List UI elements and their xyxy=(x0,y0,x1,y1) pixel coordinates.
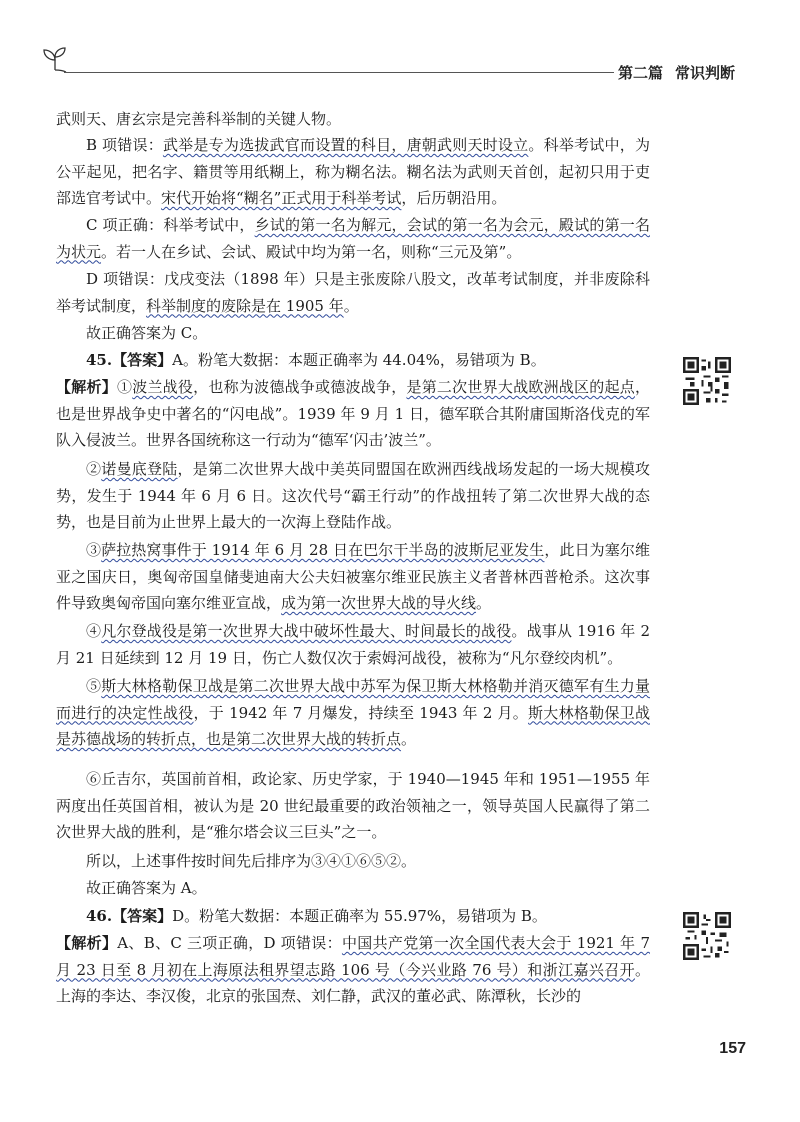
key-point: 科举制度的废除是在 1905 年 xyxy=(146,296,344,315)
text: 。 xyxy=(476,594,492,612)
key-point: 乡试的第一名为解元，会试的第一名为会元，殿试的第一名为状元 xyxy=(56,216,650,261)
text: 故正确答案为 A。 xyxy=(86,879,207,897)
text: ⑥ xyxy=(86,770,102,788)
text: D。粉笔大数据：本题正确率为 55.97%，易错项为 B。 xyxy=(172,907,547,925)
running-header xyxy=(614,62,788,82)
paragraph-analysis-1 xyxy=(56,374,650,454)
key-point: 凡尔登战役是第一次世界大战中破坏性最大、时间最长的战役 xyxy=(101,622,512,640)
text: ，也称为波德战争或德波战争， xyxy=(193,378,407,396)
text: 。上海的李达、李汉俊，北京的张国焘、刘仁静，武汉的董必武、陈潭秋，长沙的 xyxy=(56,960,650,1005)
paragraph-analysis-6 xyxy=(56,766,650,846)
analysis-label: 【解析】 xyxy=(56,378,117,396)
key-point: 萨拉热窝事件于 1914 年 6 月 28 日在巴尔干半岛的波斯尼亚发生 xyxy=(101,541,545,559)
key-point: 武举是专为选拔武官而设置的科目，唐朝武则天时设立 xyxy=(162,136,529,154)
key-point: 诺曼底登陆 xyxy=(101,460,178,478)
text: 武则天、唐玄宗是完善科举制的关键人物。 xyxy=(56,110,342,128)
text: 所以，上述事件按时间先后排序为③④①⑥⑤②。 xyxy=(86,852,417,870)
text: A。粉笔大数据：本题正确率为 44.04%，易错项为 B。 xyxy=(172,351,546,369)
text: 。 xyxy=(343,296,359,315)
text: 。科举考试中，为公平起见，把名字、籍贯等用纸糊上，称为糊名法。糊名法为武则天首创，起初只用于吏部选官考试中。 xyxy=(56,136,650,207)
paragraph-option-b xyxy=(56,132,650,212)
qr-code-icon[interactable] xyxy=(683,357,731,405)
text: ② xyxy=(86,460,102,478)
key-point: 斯大林格勒保卫战是苏德战场的转折点，也是第二次世界大战的转折点 xyxy=(56,703,650,748)
paragraph-analysis-2 xyxy=(56,456,650,536)
analysis-label: 【解析】 xyxy=(56,934,118,952)
paragraph-analysis-46 xyxy=(56,930,650,1010)
text: ，是第二次世界大战中美英同盟国在欧洲西线战场发起的一场大规模攻势，发生于 1944 年 6 月 6 日。这次代号“霸王行动”的作战扭转了第二次世界大战的态势，也是目前为止世界上最大的一次海上登陆作战。 xyxy=(56,460,650,531)
header-part: 第二篇 xyxy=(618,64,664,82)
text: 丘吉尔，英国前首相，政论家、历史学家，于 1940—1945 年和 1951—1955 年两度出任英国首相，被认为是 20 世纪最重要的政治领袖之一，领导英国人民赢得了第二次世界大战的胜利，是“雅尔塔会议三巨头”之一。 xyxy=(56,770,650,841)
text: B 项错误： xyxy=(86,136,163,154)
paragraph-analysis-5 xyxy=(56,673,650,753)
text: D 项错误：戊戌变法（1898 年）只是主张废除八股文，改革考试制度，并非废除科举考试制度， xyxy=(56,270,650,315)
key-point: 是第二次世界大战欧洲战区的起点 xyxy=(406,378,635,396)
text: ，此日为塞尔维亚之国庆日，奥匈帝国皇储斐迪南大公夫妇被塞尔维亚民族主义者普林西普枪杀。这次事件导致奥匈帝国向塞尔维亚宣战， xyxy=(56,541,650,612)
text: ，于 1942 年 7 月爆发，持续至 1943 年 2 月。 xyxy=(193,703,529,722)
text: ，后历朝沿用。 xyxy=(401,189,507,207)
text: C 项正确：科举考试中， xyxy=(86,216,255,234)
text: ① xyxy=(116,378,133,396)
key-point: 宋代开始将“糊名”正式用于科举考试 xyxy=(161,189,402,207)
question-45-answer xyxy=(56,347,650,374)
text: ④ xyxy=(86,622,102,640)
text: 。战事从 1916 年 2 月 21 日延续到 12 月 19 日，伤亡人数仅次于索姆河战役，被称为“凡尔登绞肉机”。 xyxy=(56,622,650,667)
paragraph-analysis-4 xyxy=(56,618,650,671)
text: 。若一人在乡试、会试、殿试中均为第一名，则称“三元及第”。 xyxy=(101,242,522,261)
answer-label: 45.【答案】 xyxy=(86,351,173,369)
answer-line-45 xyxy=(56,875,650,902)
page-number: 157 xyxy=(719,1040,746,1057)
paragraph-option-c xyxy=(56,212,650,265)
text: 。 xyxy=(401,730,417,748)
paragraph-analysis-3 xyxy=(56,537,650,617)
answer-label: 46.【答案】 xyxy=(86,907,173,925)
text: ，也是世界战争史中著名的“闪电战”。1939 年 9 月 1 日，德军联合其附庸国斯洛伐克的军队入侵波兰。世界各国统称这一行动为“德军‘闪击’波兰”。 xyxy=(56,378,650,449)
text: 故正确答案为 C。 xyxy=(86,324,208,342)
header-section: 常识判断 xyxy=(675,64,736,82)
paragraph-order xyxy=(56,848,650,875)
key-point: 成为第一次世界大战的导火线 xyxy=(281,594,477,612)
text: A、B、C 三项正确，D 项错误： xyxy=(117,934,342,952)
paragraph-continuation xyxy=(56,106,650,133)
text: ③ xyxy=(86,541,102,559)
header-rule xyxy=(64,72,664,73)
key-point: 波兰战役 xyxy=(132,378,194,396)
key-point: 斯大林格勒保卫战是第二次世界大战中苏军为保卫斯大林格勒并消灭德军有生力量而进行的决定性战役 xyxy=(56,677,650,722)
key-point: 中国共产党第一次全国代表大会于 1921 年 7 月 23 日至 8 月初在上海原法租界望志路 106 号（今兴业路 76 号）和浙江嘉兴召开 xyxy=(56,934,650,979)
question-46-answer xyxy=(56,903,650,930)
answer-line-44 xyxy=(56,320,650,347)
text: ⑤ xyxy=(86,677,102,695)
qr-code-icon[interactable] xyxy=(683,912,731,960)
leaf-icon xyxy=(40,44,70,74)
paragraph-option-d xyxy=(56,266,650,319)
